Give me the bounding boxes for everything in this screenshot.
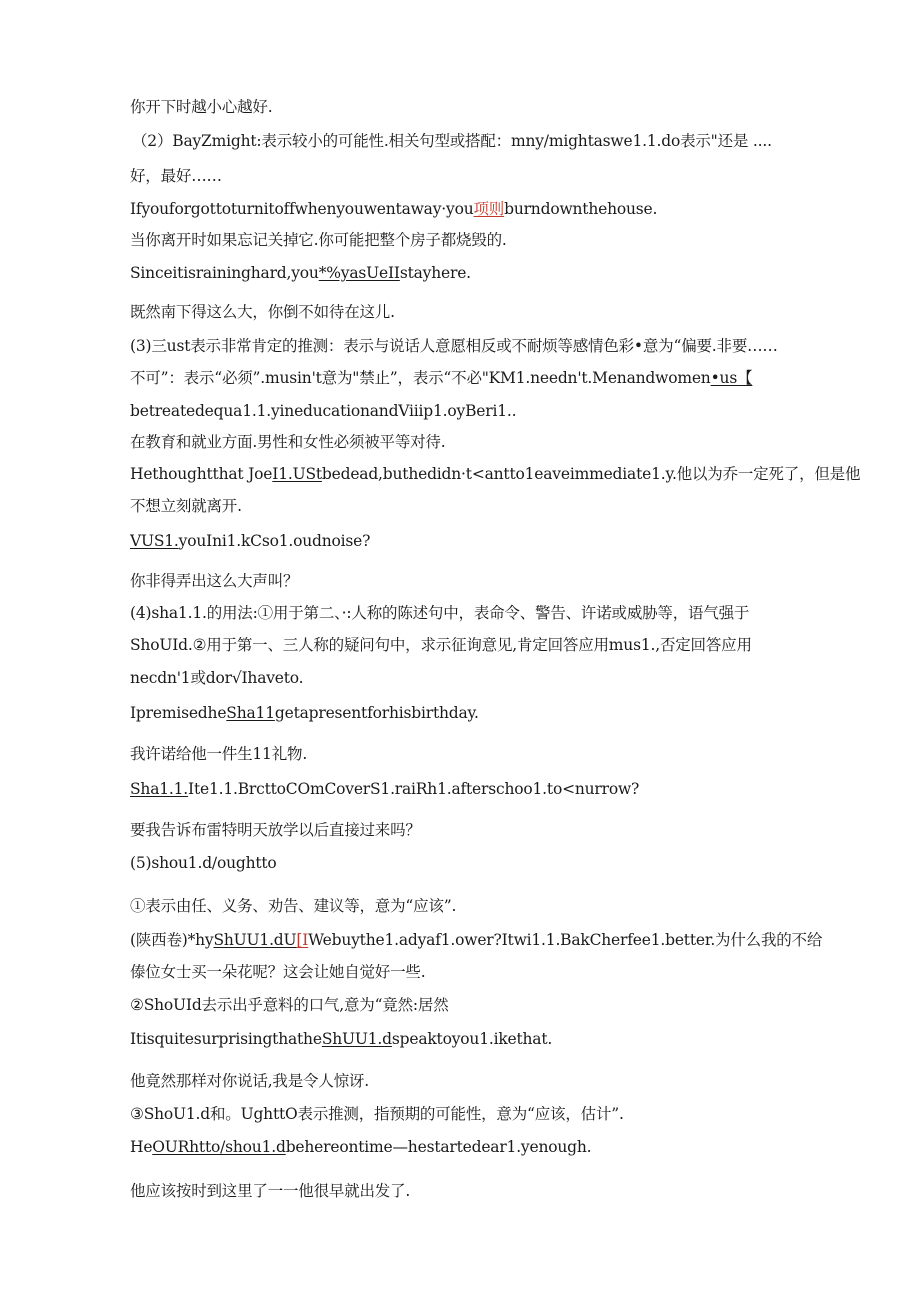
- text-segment: necdn'1或dor√Ihaveto.: [130, 669, 304, 687]
- text-segment: Ite1.1.BrcttoCOmCoverS1.raiRh1.afterschoo1.to<nurrow?: [188, 780, 640, 798]
- text-line: [130, 230, 507, 250]
- text-segment: Ipremisedhe: [130, 704, 227, 722]
- text-line: [130, 464, 860, 484]
- text-segment: 在教育和就业方面.男性和女性必须被平等对待.: [130, 433, 446, 451]
- text-line: [130, 703, 479, 723]
- text-segment: 当你离开时如果忘记关掉它.你可能把整个房子都烧毁的.: [130, 231, 507, 249]
- text-line: [130, 1181, 410, 1201]
- underlined-text: I1.USt: [272, 465, 322, 483]
- text-segment: Hethoughtthat Joe: [130, 465, 273, 483]
- text-line: [130, 820, 421, 840]
- text-line: [130, 668, 303, 688]
- underlined-text: Sha1.1.: [130, 780, 189, 798]
- text-segment: stayhere.: [399, 264, 471, 282]
- text-line: [130, 635, 752, 655]
- underlined-text: OURhtto/shou1.d: [152, 1138, 286, 1156]
- text-segment: 好，最好……: [130, 167, 222, 185]
- highlighted-text: 项则: [473, 200, 505, 218]
- text-line: [130, 263, 471, 283]
- text-segment: Itisquitesurprisingthathe: [130, 1030, 322, 1048]
- text-segment: 傣位女士买一朵花呢？这会让她自觉好一些.: [130, 963, 426, 981]
- text-segment: (4)sha1.1.的用法:①用于第二、·:人称的陈述句中，表命令、警告、许诺或威胁等，语气强于: [130, 604, 750, 622]
- text-line: [130, 744, 307, 764]
- underlined-text: VUS1.: [130, 532, 179, 550]
- text-segment: 不想立刻就离开.: [130, 497, 242, 515]
- text-line: [130, 779, 639, 799]
- text-line: [130, 853, 277, 873]
- text-line: [132, 131, 772, 151]
- text-line: [130, 603, 749, 623]
- text-segment: （2）BayZmight:表示较小的可能性.相关句型或搭配：mny/mightaswe1.1.do表示"还是 ....: [132, 132, 772, 150]
- text-segment: (3)三ust表示非常肯定的推测：表示与说话人意愿相反或不耐烦等感情色彩•意为“偏要.非要……: [130, 337, 778, 355]
- text-segment: 你开下时越小心越好.: [130, 98, 273, 116]
- text-segment: Webuythe1.adyaf1.ower?Itwi1.1.BakCherfee1.better.为什么我的不给: [308, 931, 823, 949]
- text-segment: ②ShoUId去示出乎意料的口气,意为“竟然:居然: [130, 996, 449, 1014]
- text-segment: 他竟然那样对你说话,我是令人惊讶.: [130, 1072, 369, 1090]
- text-line: [130, 1137, 591, 1157]
- text-line: [130, 97, 272, 117]
- text-segment: (5)shou1.d∕oughtto: [130, 854, 277, 872]
- text-segment: 不可”：表示“必须”.musin't意为"禁止”，表示“不必"KM1.needn't.Menandwomen: [130, 369, 711, 387]
- text-line: [130, 930, 822, 950]
- underlined-text: *%yasUeII: [318, 264, 400, 282]
- text-line: [130, 166, 222, 186]
- text-line: [130, 962, 425, 982]
- text-line: [130, 401, 516, 421]
- text-line: [130, 496, 242, 516]
- text-line: [130, 571, 298, 591]
- text-line: [130, 1071, 369, 1091]
- text-segment: burndownthehouse.: [504, 200, 658, 218]
- text-segment: He: [130, 1138, 153, 1156]
- text-segment: behereontime—hestartedear1.yenough.: [285, 1138, 592, 1156]
- text-segment: ③ShoU1.d和。UghttO表示推测，指预期的可能性，意为“应该，估计”.: [130, 1105, 624, 1123]
- text-line: [130, 336, 778, 356]
- text-line: [130, 1104, 624, 1124]
- text-line: [130, 995, 449, 1015]
- text-line: [130, 1029, 552, 1049]
- text-segment: 既然南下得这么大，你倒不如待在这儿.: [130, 303, 395, 321]
- text-segment: 你非得弄出这么大声叫？: [130, 572, 299, 590]
- underlined-text: ShUU1.d: [321, 1030, 392, 1048]
- text-segment: ShoUId.②用于第一、三人称的疑问句中，求示征询意见,肯定回答应用mus1.,否定回答应用: [130, 636, 752, 654]
- text-line: [130, 896, 456, 916]
- text-segment: speaktoyou1.ikethat.: [391, 1030, 553, 1048]
- underlined-text: ShUU1.dU: [213, 931, 297, 949]
- text-line: [130, 531, 370, 551]
- text-segment: 他应该按时到这里了一一他很早就出发了.: [130, 1182, 411, 1200]
- text-segment: (陕西卷)*hy: [130, 931, 214, 949]
- text-segment: getapresentforhisbirthday.: [274, 704, 479, 722]
- text-segment: Sinceitisraininghard,you: [130, 264, 319, 282]
- text-segment: youIni1.kCso1.oudnoise?: [178, 532, 371, 550]
- text-segment: ①表示由任、义务、劝告、建议等，意为“应该”.: [130, 897, 457, 915]
- text-segment: betreatedequa1.1.yineducationandViiip1.oyBeri1..: [130, 402, 517, 420]
- text-segment: Ifyouforgottoturnitoffwhenyouwentaway·you: [130, 200, 474, 218]
- text-line: [130, 368, 752, 388]
- highlighted-text: [I: [296, 931, 309, 949]
- underlined-text: •us【: [710, 369, 753, 387]
- text-line: [130, 432, 445, 452]
- text-line: [130, 302, 395, 322]
- underlined-text: Sha11: [226, 704, 275, 722]
- text-line: [130, 199, 657, 219]
- text-segment: 要我告诉布雷特明天放学以后直接过来吗？: [130, 821, 421, 839]
- text-segment: 我许诺给他一件生11礼物.: [130, 745, 308, 763]
- text-segment: bedead,buthedidn·t<antto1eaveimmediate1.y.他以为乔一定死了，但是他: [321, 465, 861, 483]
